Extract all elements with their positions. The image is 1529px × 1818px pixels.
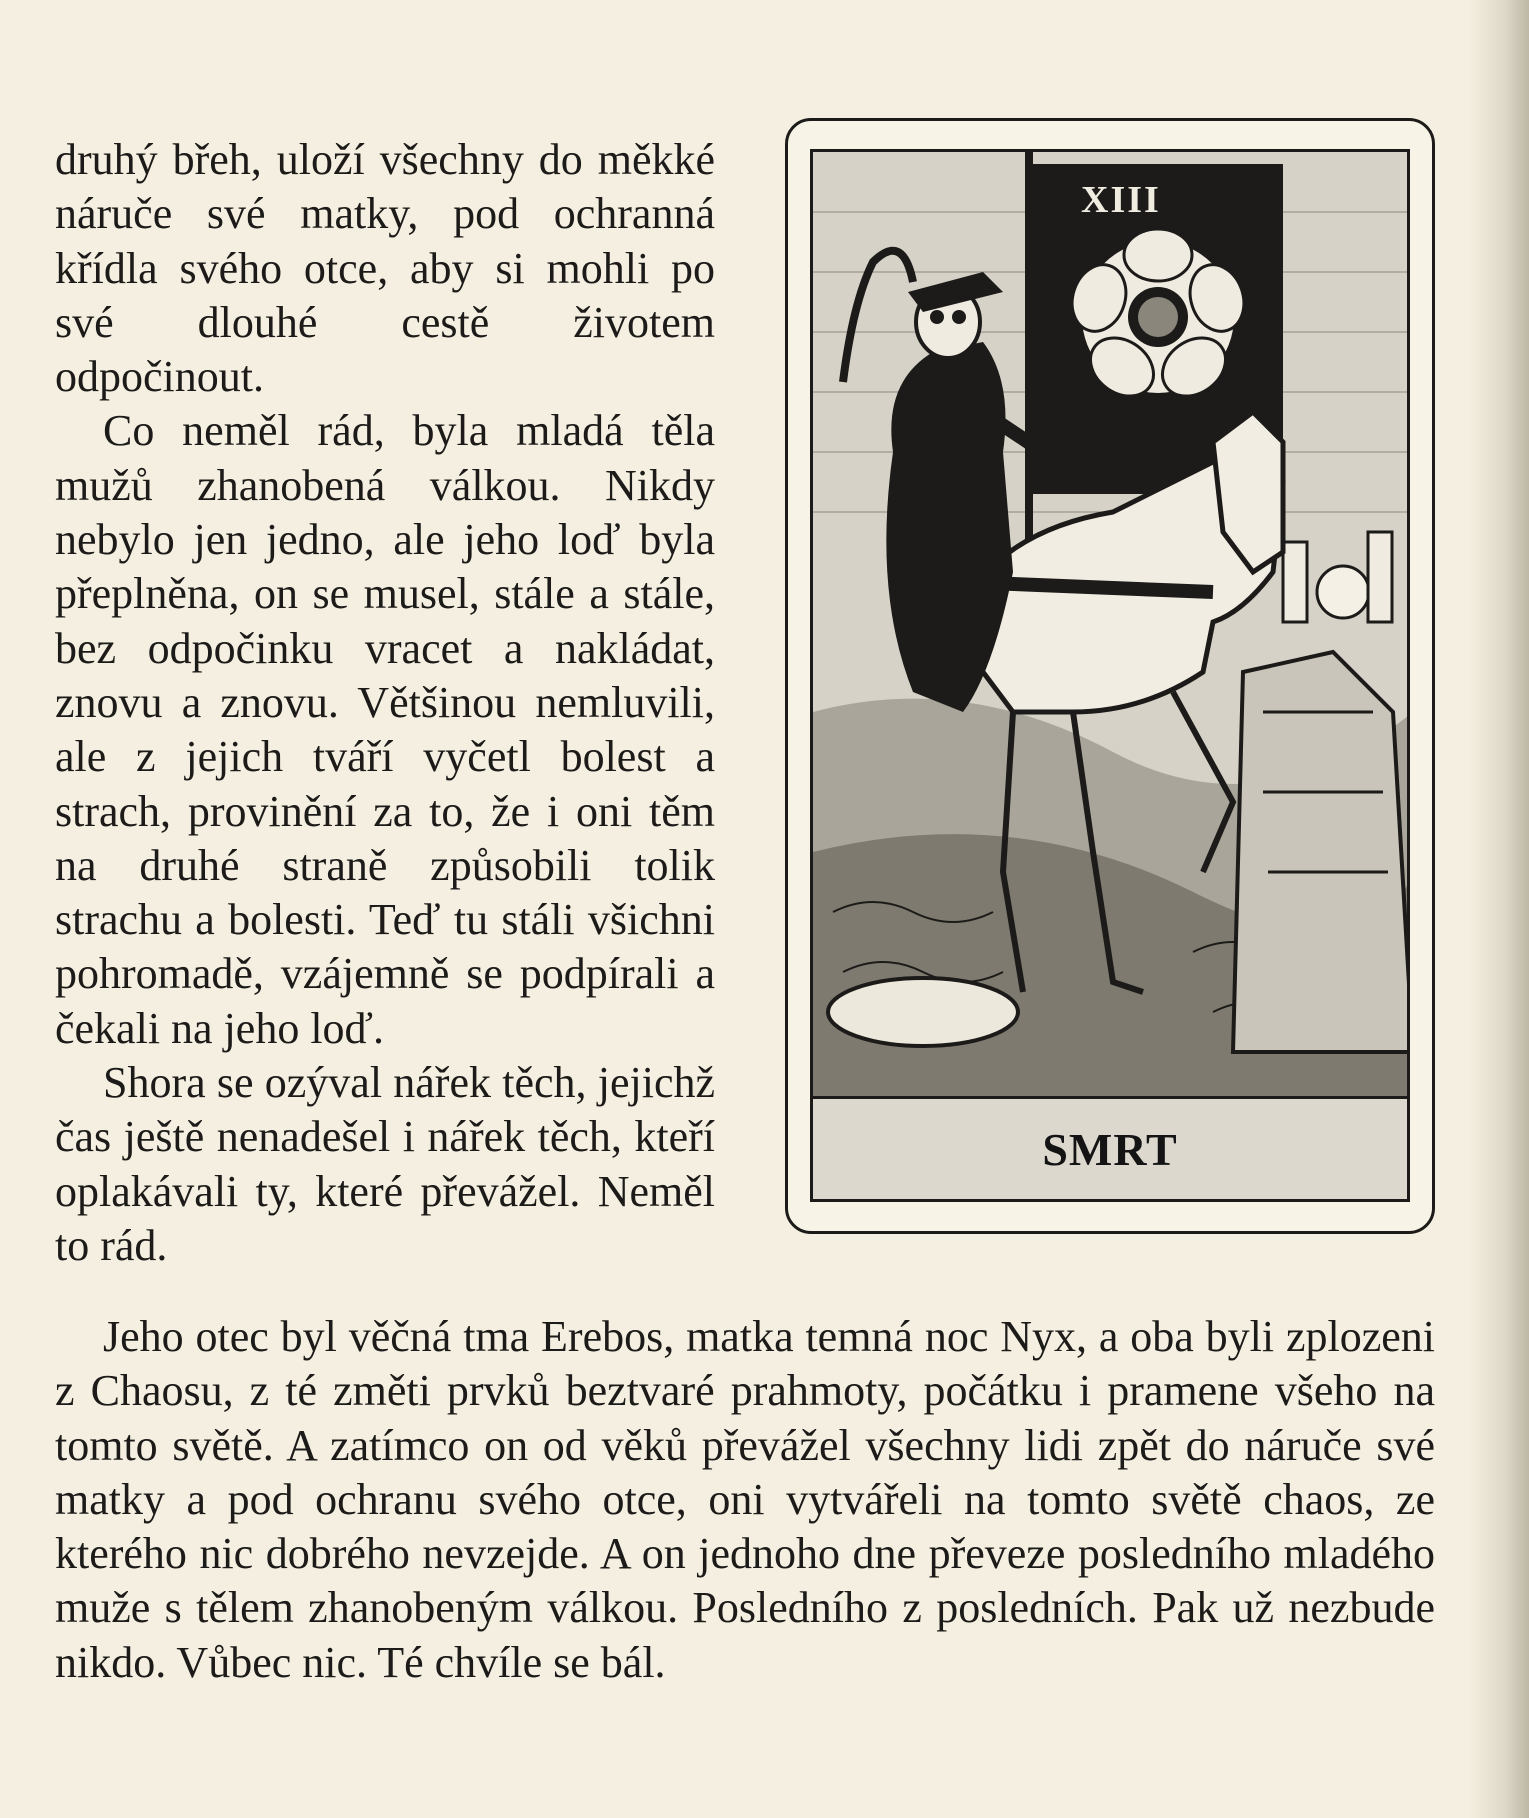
card-title: SMRT <box>1042 1123 1178 1175</box>
paragraph-2: Co neměl rád, byla mladá těla mužů zhanobená válkou. Nikdy nebylo jen jedno, ale jeho loď byla přeplněna, on se musel, stále a stále, bez odpočinku vracet a nakládat, znovu a znovu. Většinou nemluvili, ale z jejich tváří vyčetl bolest a strach, provinění za to, že i oni těm na druhé straně způsobili tolik strachu a bolesti. Teď tu stáli všichni pohromadě, vzájemně se podpírali a čekali na jeho loď. <box>55 406 715 1053</box>
page-edge-shadow <box>1469 0 1529 1818</box>
card-label-band <box>813 1096 1407 1199</box>
tarot-card-death <box>785 118 1435 1234</box>
fallen-figure <box>828 978 1018 1046</box>
death-rider-illustration <box>813 152 1410 1102</box>
paragraph-1: druhý břeh, uloží všechny do měkké náruče své matky, pod ochranná křídla svého otce, aby si mohli po své dlouhé cestě životem odpočinout. <box>55 135 715 402</box>
paragraph-4: Jeho otec byl věčná tma Erebos, matka temná noc Nyx, a oba byli zplozeni z Chaosu, z té změti prvků beztvaré prahmoty, počátku i pramene všeho na tomto světě. A zatímco on od věků převážel všechny lidi zpět do náruče své matky a pod ochranu svého otce, oni vytvářeli na tomto světě chaos, ze kterého nic dobrého nevzejde. A on jednoho dne převeze posledního mladého muže s tělem zhanobeným válkou. Posledního z posledních. Pak už nezbude nikdo. Vůbec nic. Té chvíle se bál. <box>55 1312 1435 1687</box>
tarot-card-illustration <box>810 149 1410 1202</box>
left-text-column <box>55 133 715 1273</box>
card-numeral: XIII <box>1081 179 1161 221</box>
paragraph-3: Shora se ozýval nářek těch, jejichž čas ještě nenadešel i nářek těch, kteří oplakávali ty, které převážel. Neměl to rád. <box>55 1058 715 1270</box>
full-width-text <box>55 1310 1435 1690</box>
